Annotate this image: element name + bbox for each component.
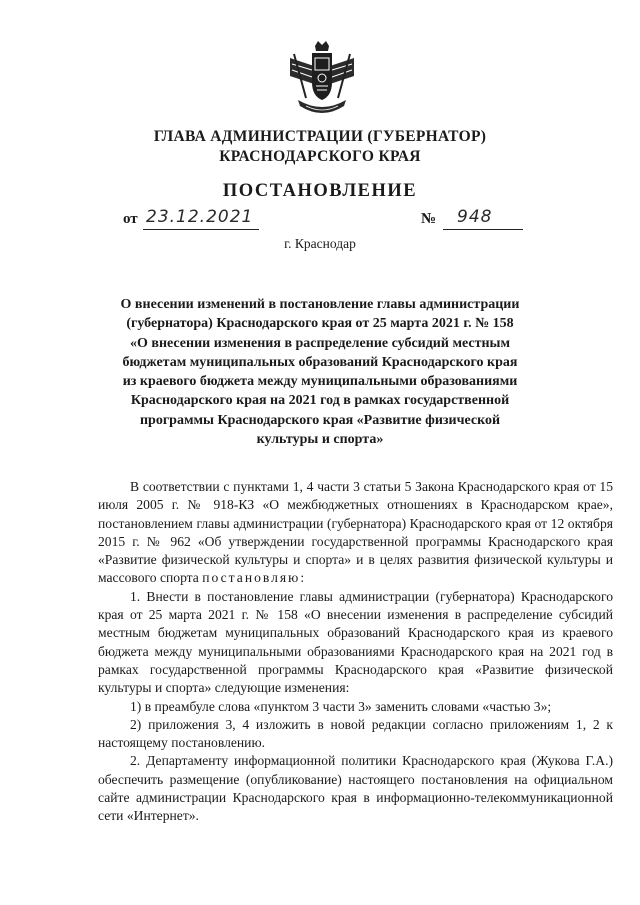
date-underline [143,229,259,230]
item-1-1: 1) в преамбуле слова «пунктом 3 части 3» заменить словами «частью 3»; [130,698,552,714]
title-line: О внесении изменений в постановление главы администрации [120,297,520,312]
issuer-line-2: КРАСНОДАРСКОГО КРАЯ [219,148,421,165]
date-number-row [0,207,640,232]
coat-of-arms-icon [284,40,360,120]
item-2: 2. Департаменту информационной политики Краснодарского края (Жукова Г.А.) обеспечить размещение (опубликование) настоящего постановления на официальном сайте администрации Краснодарского края в информационно-телекоммуникационной сети «Интернет». [98,753,613,824]
decree-word: постановляю: [202,570,307,586]
title-line: из краевого бюджета между муниципальными образованиями [122,374,518,390]
title-line: «О внесении изменения в распределение субсидий местным [130,335,510,351]
date-value: 23.12.2021 [146,207,254,227]
title-line: культуры и спорта» [256,432,384,448]
title-line: бюджетам муниципальных образований Краснодарского края [122,354,518,370]
item-1-2: 2) приложения 3, 4 изложить в новой редакции согласно приложениям 1, 2 к настоящему постановлению. [98,716,613,751]
title-line: программы Краснодарского края «Развитие физической [139,412,501,428]
title-line: Краснодарского края на 2021 год в рамках государственной [130,393,510,409]
document-body [98,478,613,826]
preamble-paragraph [98,478,613,588]
number-label: № [421,211,437,227]
document-type: ПОСТАНОВЛЕНИЕ [222,181,418,201]
issuer-line-1: ГЛАВА АДМИНИСТРАЦИИ (ГУБЕРНАТОР) [153,128,487,145]
number-underline [443,229,523,230]
title-line: (губернатора) Краснодарского края от 25 марта 2021 г. № 158 [126,316,514,332]
city: г. Краснодар [284,236,356,251]
preamble-text: В соответствии с пунктами 1, 4 части 3 статьи 5 Закона Краснодарского края от 15 июля 2005 г. № 918-КЗ «О межбюджетных отношениях в Краснодарском крае», постановлением главы администрации (губернатора) Краснодарского края от 12 октября 2015 г. № 962 «Об утверждении государственной программы Краснодарского края «Развитие физической культуры и спорта» и в целях развития физической культуры и массового спорта [98,479,613,586]
item-1: 1. Внести в постановление главы администрации (губернатора) Краснодарского края от 25 марта 2021 г. № 158 «О внесении изменения в распределение субсидий местным бюджетам муниципальных образований Краснодарского края из краевого бюджета между муниципальными образованиями Краснодарского края на 2021 год в рамках государственной программы Краснодарского края «Развитие физической культуры и спорта» следующие изменения: [98,588,613,696]
document-title [0,295,640,449]
number-value: 948 [457,207,493,227]
date-label: от [123,211,138,227]
